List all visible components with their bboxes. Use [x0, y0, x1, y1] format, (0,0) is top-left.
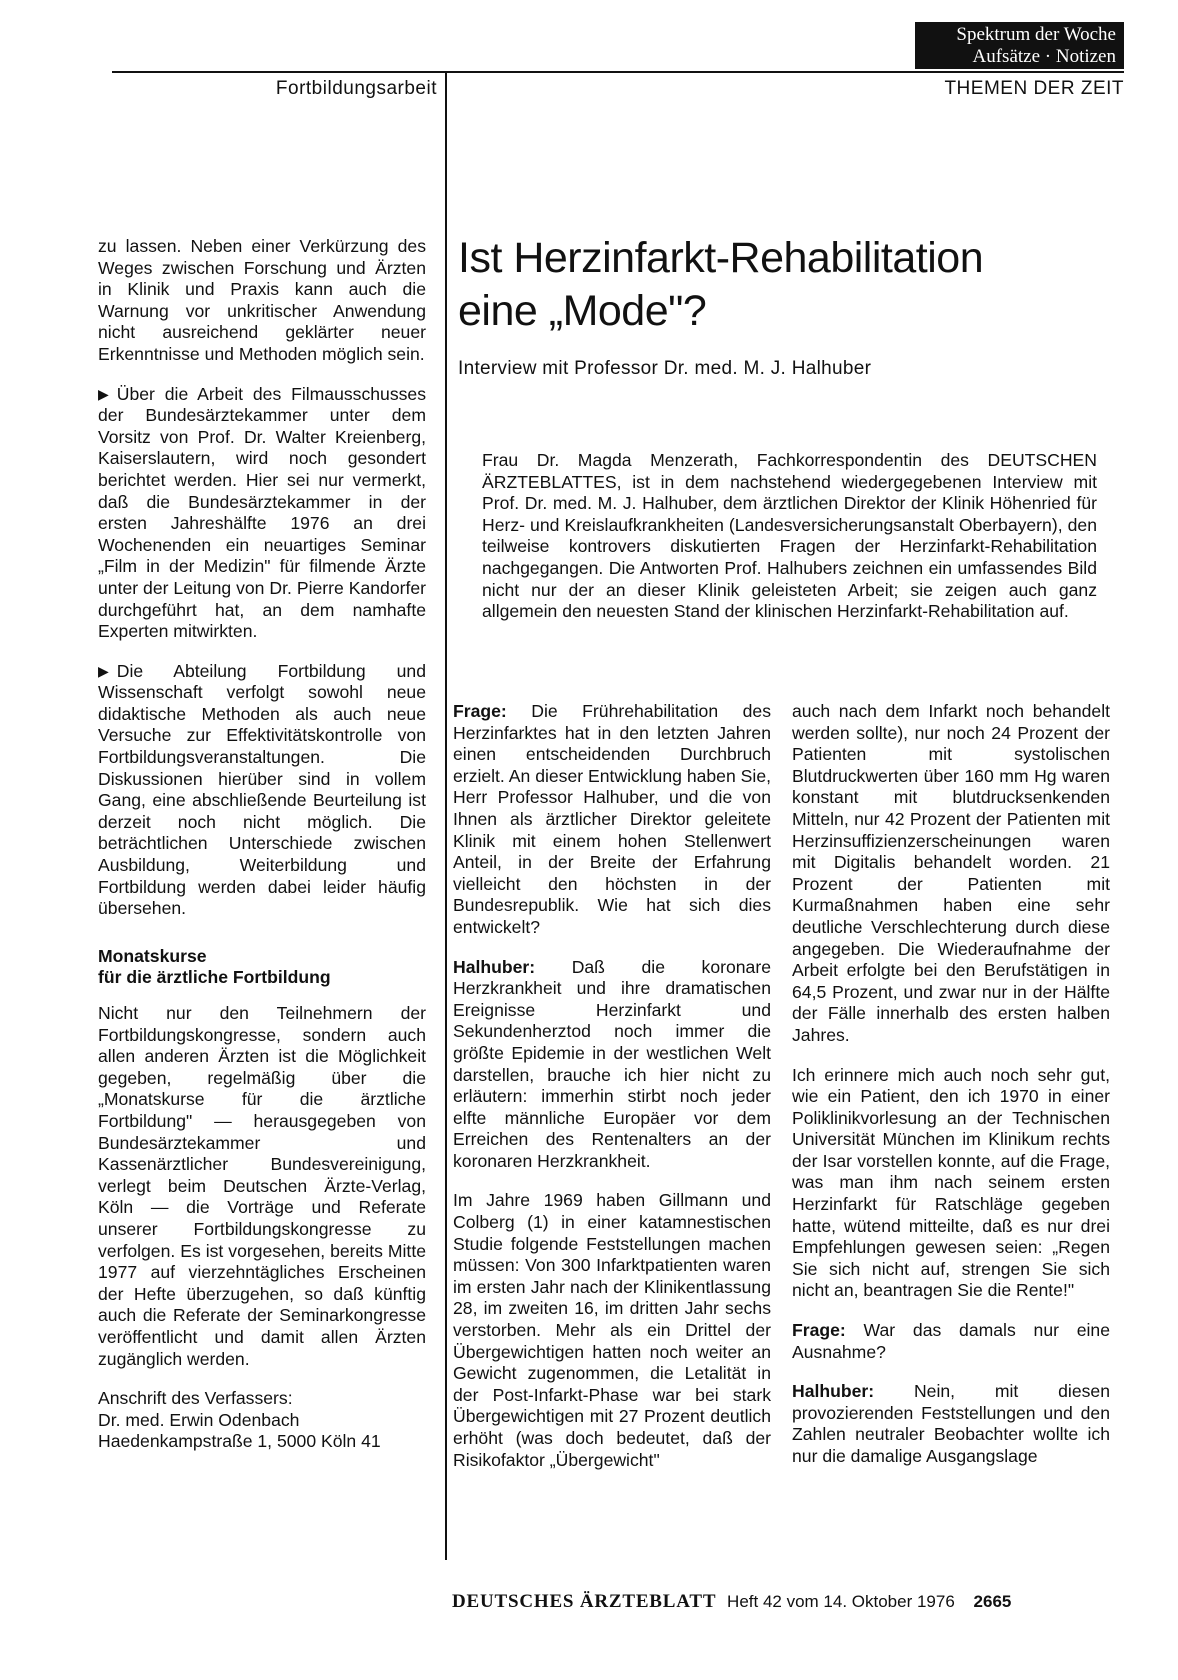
left-paragraph-3-text: Die Abteilung Fortbildung und Wissenschaft verfolgt sowohl neue didaktische Methoden als auch neue Versuche zur Effektivitätskontrolle von Fortbildungsveranstaltungen. Die Diskussionen hierüber sind in vollem Gang, eine abschließende Beurteilung ist derzeit noch nicht möglich. Die beträchtlichen Unterschiede zwischen Ausbildung, Weiterbildung und Fortbildung werden dabei leider häufig übersehen. [98, 660, 426, 919]
question-2-text: War das damals nur eine Ausnahme? [792, 1320, 1110, 1362]
left-paragraph-1: zu lassen. Neben einer Verkürzung des Weges zwischen Forschung und Ärzten in Klinik und Praxis kann auch die Warnung vor unkritischer Anwendung nicht ausreichend geklärter neuer Erkenntnisse und Methoden möglich sein. [98, 236, 426, 364]
column-divider [445, 72, 447, 1560]
badge-line-2: Aufsätze · Notizen [972, 46, 1116, 67]
left-subheading [98, 946, 426, 989]
bullet-arrow-icon: ▶ [98, 385, 109, 402]
address-line-1: Anschrift des Verfassers: [98, 1388, 293, 1409]
address-line-2: Dr. med. Erwin Odenbach [98, 1409, 300, 1430]
left-paragraph-4: Nicht nur den Teilnehmern der Fortbildungskongresse, sondern auch allen anderen Ärzten ist die Möglichkeit gegeben, regelmäßig über die „Monatskurse für die ärztliche Fortbildung" — herausgegeben von Bundesärztekammer und Kassenärztlicher Bundesvereinigung, verlegt beim Deutschen Ärzte-Verlag, Köln — die Vorträge und Referate unserer Fortbildungskongresse zu verfolgen. Es ist vorgesehen, bereits Mitte 1977 auf vierzehntägliches Erscheinen der Hefte überzugehen, so daß künftig auch die Referate der Seminarkongresse veröffentlicht und damit allen Ärzten zugänglich werden. [98, 1003, 426, 1369]
answer-label: Halhuber: [792, 1381, 875, 1402]
right-paragraph-2: Ich erinnere mich auch noch sehr gut, wie ein Patient, den ich 1970 in einer Poliklinikvorlesung an der Technischen Universität München im Klinikum rechts der Isar vorstellen konnte, auf die Frage, was man ihm nach seinem ersten Herzinfarkt für Ratschläge gegeben hatte, wütend mitteilte, daß es nur drei Empfehlungen gewesen seien: „Regen Sie sich nicht auf, strengen Sie sich nicht an, beantragen Sie die Rente!" [792, 1064, 1110, 1301]
question-1 [453, 701, 771, 939]
journal-name: DEUTSCHES ÄRZTEBLATT [452, 1591, 717, 1612]
subheading-line-1: Monatskurse [98, 945, 207, 966]
question-label: Frage: [453, 701, 507, 721]
title-line-2: eine „Mode"? [458, 287, 707, 335]
left-paragraph-3 [98, 661, 426, 920]
section-left-label: Fortbildungsarbeit [275, 78, 437, 99]
page-footer [452, 1591, 1112, 1613]
issue-info: Heft 42 vom 14. Oktober 1976 [727, 1592, 955, 1611]
article-subtitle: Interview mit Professor Dr. med. M. J. Halhuber [458, 358, 872, 379]
answer-2 [792, 1381, 1110, 1467]
left-paragraph-2-text: Über die Arbeit des Filmausschusses der Bundesärztekammer unter dem Vorsitz von Prof. Dr. Walter Kreienberg, Kaiserslautern, wird noch gesondert berichtet werden. Hier sei nur vermerkt, daß die Bundesärztekammer in der ersten Jahreshälfte 1976 an drei Wochenenden ein neuartiges Seminar „Film in der Medizin" für filmende Ärzte unter der Leitung von Dr. Pierre Kandorfer durchgeführt hat, an dem namhafte Experten mitwirkten. [98, 383, 426, 642]
question-1-text: Die Frührehabilitation des Herzinfarktes hat in den letzten Jahren einen entscheidenden Durchbruch erzielt. An dieser Entwicklung haben Sie, Herr Professor Halhuber, und die von Ihnen als ärztlicher Direktor geleitete Klinik mit einem hohen Stellenwert Anteil, in der Breite der Erfahrung vielleicht den höchsten in der Bundesrepublik. Wie hat sich dies entwickelt? [453, 701, 771, 937]
answer-label: Halhuber: [453, 956, 536, 977]
title-line-1: Ist Herzinfarkt-Rehabilitation [458, 234, 984, 282]
bullet-arrow-icon: ▶ [98, 662, 109, 679]
section-badge [915, 22, 1124, 69]
page-number: 2665 [973, 1592, 1012, 1611]
answer-1-text: Daß die koronare Herzkrankheit und ihre dramatischen Ereignisse Herzinfarkt und Sekundenherztod noch immer die größte Epidemie in der westlichen Welt darstellen, brauche ich hier nicht zu erläutern: immerhin stirbt noch jeder elfte männliche Europäer vor dem Erreichen des Rentenalters an der koronaren Herzkrankheit. [453, 956, 771, 1171]
header-rule [112, 71, 1124, 73]
author-address [98, 1388, 426, 1453]
middle-column [453, 701, 771, 1489]
article-lead: Frau Dr. Magda Menzerath, Fachkorrespondentin des DEUTSCHEN ÄRZTEBLATTES, ist in dem nachstehend wiedergegebenen Interview mit Prof. Dr. med. M. J. Halhuber, dem ärztlichen Direktor der Klinik Höhenried für Herz- und Kreislaufkrankheiten (Landesversicherungsanstalt Oberbayern), den teilweise kontrovers diskutierten Fragen der Herzinfarkt-Rehabilitation nachgegangen. Die Antworten Prof. Halhubers zeichnen ein umfassendes Bild nicht nur der an dieser Klinik geleisteten Arbeit; sie zeigen auch ganz allgemein den neuesten Stand der klinischen Herzinfarkt-Rehabilitation auf. [482, 450, 1097, 622]
right-paragraph-1: auch nach dem Infarkt noch behandelt werden sollte), nur noch 24 Prozent der Patienten mit systolischen Blutdruckwerten über 160 mm Hg waren konstant mit blutdrucksenkenden Mitteln, nur 42 Prozent der Patienten mit Herzinsuffizienzerscheinungen waren mit Digitalis behandelt worden. 21 Prozent der Patienten mit Kurmaßnahmen haben eine sehr deutliche Verschlechterung durch diese angegeben. Die Wiederaufnahme der Arbeit erfolgte bei den Berufstätigen in 64,5 Prozent, und zwar nur in der Hälfte der Fälle innerhalb des ersten halben Jahres. [792, 701, 1110, 1045]
middle-paragraph-3: Im Jahre 1969 haben Gillmann und Colberg (1) in einer katamnestischen Studie folgende Feststellungen machen müssen: Von 300 Infarktpatienten waren im ersten Jahr nach der Klinikentlassung 28, im zweiten 16, im dritten Jahr sechs verstorben. Mehr als ein Drittel der Übergewichtigen hatten noch weiter an Gewicht zugenommen, die Letalität in der Post-Infarkt-Phase war bei stark Übergewichtigen mit 27 Prozent deutlich erhöht (was doch bedeutet, daß der Risikofaktor „Übergewicht" [453, 1190, 771, 1470]
answer-2-text: Nein, mit diesen provozierenden Feststellungen und den Zahlen neutraler Beobachter wollte ich nur die damalige Ausgangslage [792, 1381, 1110, 1466]
badge-line-1: Spektrum der Woche [956, 24, 1116, 45]
article-title [458, 232, 1108, 338]
section-right-label: THEMEN DER ZEIT [944, 78, 1124, 99]
address-line-3: Haedenkampstraße 1, 5000 Köln 41 [98, 1431, 381, 1452]
right-column [792, 701, 1110, 1486]
question-label: Frage: [792, 1320, 846, 1341]
left-column [98, 236, 426, 1453]
answer-1 [453, 957, 771, 1173]
subheading-line-2: für die ärztliche Fortbildung [98, 967, 331, 988]
question-2 [792, 1320, 1110, 1363]
left-paragraph-2 [98, 384, 426, 643]
